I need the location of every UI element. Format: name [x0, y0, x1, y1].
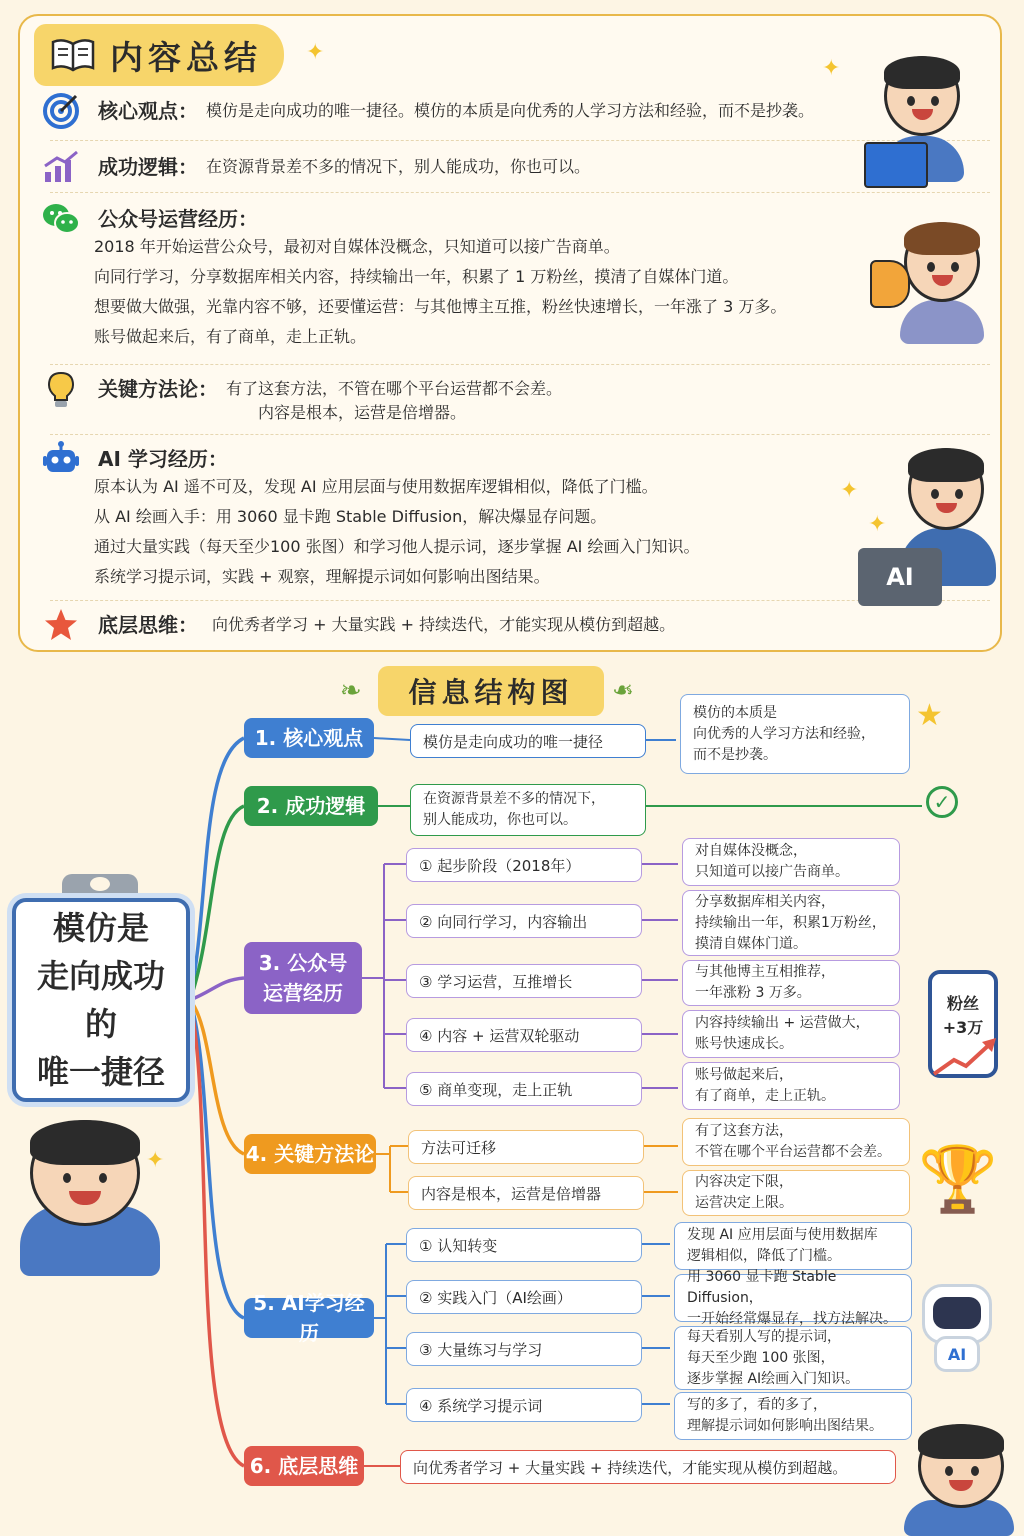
logic-node-text: 在资源背景差不多的情况下， 别人能成功，你也可以。: [423, 791, 605, 828]
wechat-node: ⑤ 商单变现，走上正轨: [406, 1072, 642, 1106]
thinking-node: 向优秀者学习 + 大量实践 + 持续迭代，才能实现从模仿到超越。: [400, 1450, 896, 1484]
wechat-detail: [682, 1062, 900, 1110]
wechat-line: 向同行学习，分享数据库相关内容，持续输出一年，积累了 1 万粉丝，摸清了自媒体门道。: [94, 267, 739, 286]
logic-node: [410, 784, 646, 836]
robot-illustration: [922, 1284, 992, 1344]
ai-node: ③ 大量练习与学习: [406, 1332, 642, 1366]
summary-title: 内容总结: [110, 37, 262, 77]
core-detail-text: 模仿的本质是 向优秀的人学习方法和经验， 而不是抄袭。: [693, 704, 875, 763]
method-node: 方法可迁移: [408, 1130, 644, 1164]
ai-detail-text: 每天看别人写的提示词， 每天至少跑 100 张图， 逐步掌握 AI绘画入门知识。: [687, 1328, 860, 1387]
phone-line: +3万: [942, 1018, 984, 1037]
ai-detail-text: 发现 AI 应用层面与使用数据库 逻辑相似，降低了门槛。: [687, 1227, 878, 1264]
star-icon: ★: [916, 698, 943, 733]
core-label: 核心观点：: [98, 99, 198, 123]
branch-core: 1. 核心观点: [244, 718, 374, 758]
leaf-icon: ❧: [340, 676, 362, 706]
ai-label: AI 学习经历：: [98, 447, 228, 471]
ai-detail: [674, 1326, 912, 1390]
branch-ai: 5. AI学习经历: [244, 1298, 374, 1338]
method-node: 内容是根本，运营是倍增器: [408, 1176, 644, 1210]
ai-detail: [674, 1392, 912, 1440]
method-detail: [682, 1118, 910, 1166]
ai-line: 通过大量实践（每天至少100 张图）和学习他人提示词，逐步掌握 AI 绘画入门知识。: [94, 537, 700, 556]
sparkle-icon: ✦: [146, 1148, 165, 1173]
method-detail-text: 有了这套方法， 不管在哪个平台运营都不会差。: [695, 1123, 891, 1160]
wechat-detail-text: 内容持续输出 + 运营做大， 账号快速成长。: [695, 1015, 870, 1052]
leaf-icon: ❧: [612, 676, 634, 706]
boy-avatar: [918, 1424, 1004, 1508]
wechat-detail: [682, 1010, 900, 1058]
method-line: 内容是根本，运营是倍增器。: [258, 403, 467, 422]
ai-detail-text: 写的多了，看的多了， 理解提示词如何影响出图结果。: [687, 1397, 883, 1434]
ai-node: ① 认知转变: [406, 1228, 642, 1262]
map-title: 信息结构图: [378, 666, 604, 716]
growth-arrow-icon: [930, 1030, 1010, 1080]
center-topic-line: 唯一捷径: [36, 1053, 165, 1091]
ai-node: ② 实践入门（AI绘画）: [406, 1280, 642, 1314]
branch-logic: 2. 成功逻辑: [244, 786, 378, 826]
method-detail: [682, 1170, 910, 1216]
wechat-line: 2018 年开始运营公众号，最初对自媒体没概念，只知道可以接广告商单。: [94, 237, 620, 256]
sparkle-icon: ✦: [306, 40, 325, 65]
wechat-node: ① 起步阶段（2018年）: [406, 848, 642, 882]
wechat-label: 公众号运营经历：: [98, 207, 258, 231]
ai-line: 从 AI 绘画入手：用 3060 显卡跑 Stable Diffusion，解决爆显存问题。: [94, 507, 607, 526]
phone-line: 粉丝: [946, 994, 979, 1013]
laptop-illustration: AI: [858, 548, 942, 606]
thinking-label: 底层思维：: [98, 613, 198, 637]
thinking-text: 向优秀者学习 + 大量实践 + 持续迭代，才能实现从模仿到超越。: [212, 615, 676, 634]
ai-detail: [674, 1268, 912, 1327]
wechat-detail-text: 账号做起来后， 有了商单，走上正轨。: [695, 1067, 835, 1104]
wechat-node: ④ 内容 + 运营双轮驱动: [406, 1018, 642, 1052]
sparkle-icon: ✦: [868, 512, 887, 537]
method-line: 有了这套方法，不管在哪个平台运营都不会差。: [226, 379, 563, 398]
sparkle-icon: ✦: [840, 478, 859, 503]
logic-label: 成功逻辑：: [98, 155, 198, 179]
wechat-node: ③ 学习运营，互推增长: [406, 964, 642, 998]
core-detail: [680, 694, 910, 774]
wechat-detail-text: 对自媒体没概念， 只知道可以接广告商单。: [695, 843, 849, 880]
boy-avatar: [30, 1120, 140, 1226]
ai-detail-text: 用 3060 显卡跑 Stable Diffusion， 一开始经常爆显存，找方法解决。: [687, 1268, 897, 1327]
logic-text: 在资源背景差不多的情况下，别人能成功，你也可以。: [206, 157, 591, 176]
wechat-line: 账号做起来后，有了商单，走上正轨。: [94, 327, 367, 346]
method-label: 关键方法论：: [98, 377, 218, 401]
sparkle-icon: ✦: [822, 56, 841, 81]
method-detail-text: 内容决定下限， 运营决定上限。: [695, 1174, 793, 1211]
wechat-detail-text: 分享数据库相关内容， 持续输出一年，积累1万粉丝， 摸清自媒体门道。: [695, 893, 886, 952]
wechat-node: ② 向同行学习，内容输出: [406, 904, 642, 938]
checkmark-icon: ✓: [926, 786, 958, 818]
wechat-detail: [682, 960, 900, 1006]
core-node: 模仿是走向成功的唯一捷径: [410, 724, 646, 758]
branch-thinking: 6. 底层思维: [244, 1446, 364, 1486]
center-topic-line: 走向成功的: [36, 957, 165, 1043]
wechat-line: 想要做大做强，光靠内容不够，还要懂运营：与其他博主互推，粉丝快速增长，一年涨了 3 万多。: [94, 297, 787, 316]
branch-wechat: 3. 公众号 运营经历: [244, 942, 362, 1014]
branch-method: 4. 关键方法论: [244, 1134, 376, 1174]
ai-line: 原本认为 AI 遥不可及，发现 AI 应用层面与使用数据库逻辑相似，降低了门槛。: [94, 477, 658, 496]
core-text: 模仿是走向成功的唯一捷径。模仿的本质是向优秀的人学习方法和经验，而不是抄袭。: [206, 101, 815, 120]
wechat-detail: [682, 838, 900, 886]
wechat-detail-text: 与其他博主互相推荐， 一年涨粉 3 万多。: [695, 964, 835, 1001]
ai-detail: [674, 1222, 912, 1270]
wechat-detail: [682, 890, 900, 956]
center-topic-card: [12, 898, 190, 1102]
center-topic: [16, 904, 186, 1096]
trophy-icon: 🏆: [918, 1143, 998, 1217]
ai-line: 系统学习提示词，实践 + 观察，理解提示词如何影响出图结果。: [94, 567, 550, 586]
center-topic-line: 模仿是: [52, 909, 149, 947]
robot-body: AI: [934, 1336, 980, 1372]
ai-node: ④ 系统学习提示词: [406, 1388, 642, 1422]
